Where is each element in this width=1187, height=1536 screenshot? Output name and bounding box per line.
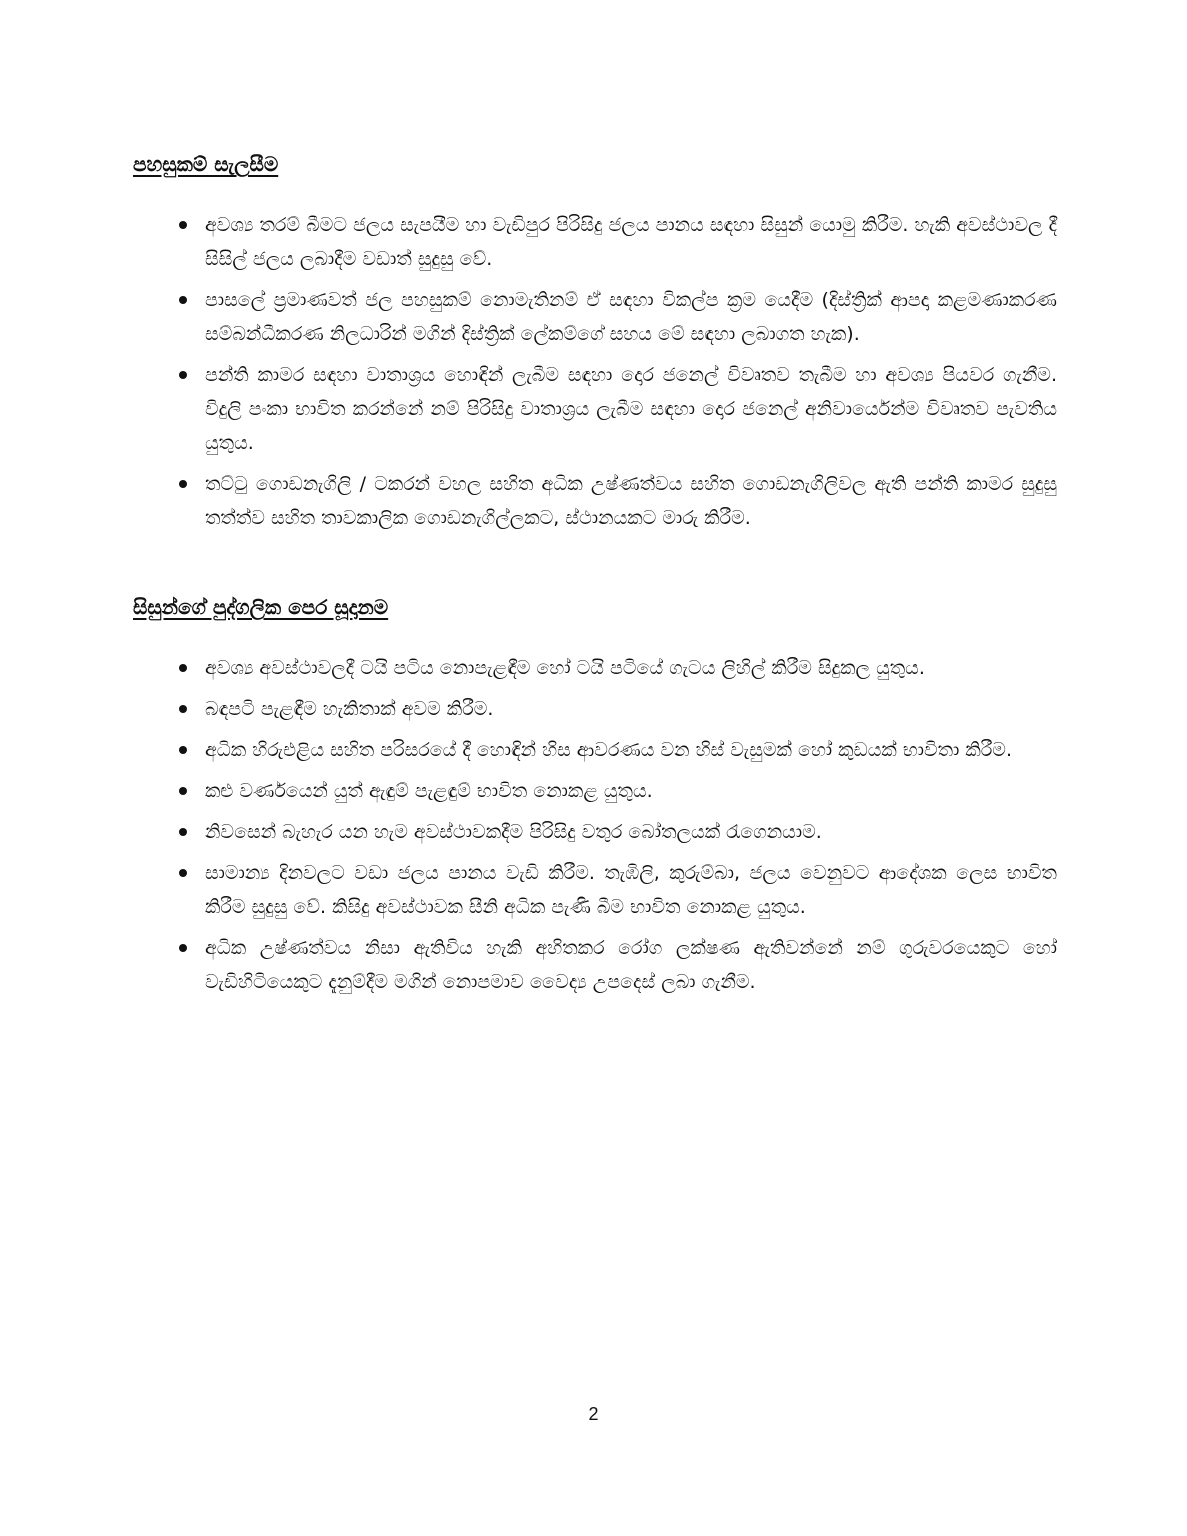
bullet-item: අධික උෂ්ණත්වය නිසා ඇතිවිය හැකි අහිතකර රෝග ලක්ෂණ ඇතිවන්නේ නම් ගුරුවරයෙකුට හෝ වැඩිහිටියෙකුට දැනුම්දීම මගින් නොපමාව වෛද්‍ය උපදෙස් ලබා ගැනීම. [133, 931, 1057, 999]
bullet-item: නිවසෙන් බැහැර යන හැම අවස්ථාවකදීම පිරිසිදු වතුර බෝතලයක් රැගෙනයාම. [133, 815, 1057, 849]
bullet-item: තට්ටු ගොඩනැගිලි / ටකරන් වහල සහිත අධික උෂ්ණත්වය සහිත ගොඩනැගිලිවල ඇති පන්ති කාමර සුදුසු තත්ත්ව සහිත තාවකාලික ගොඩනැගිල්ලකට, ස්ථානයකට මාරු කිරීම. [133, 467, 1057, 535]
section-personal-preparation [133, 593, 1057, 999]
bullet-item: අධික හිරුඑළිය සහිත පරිසරයේ දී හොඳින් හිස ආවරණය වන හිස් වැසුමක් හෝ කුඩයක් භාවිතා කිරීම. [133, 733, 1057, 767]
bullet-item: පන්ති කාමර සඳහා වාතාශ්‍රය හොඳින් ලැබීම සඳහා දොර ජනෙල් විවෘතව තැබීම හා අවශ්‍ය පියවර ගැනීම. විදුලි පංකා භාවිත කරන්නේ නම් පිරිසිදු වාතාශ්‍රය ලැබීම සඳහා දොර ජනෙල් අනිවාර්යෙන්ම විවෘතව පැවතිය යුතුය. [133, 358, 1057, 460]
bullet-item: අවශ්‍ය අවස්ථාවලදී ටයි පටිය නොපැළඳීම හෝ ටයි පටියේ ගැටය ලිහිල් කිරීම සිදුකල යුතුය. [133, 651, 1057, 685]
bullet-list-facilities [133, 208, 1057, 535]
page-number: 2 [588, 1404, 599, 1424]
section-heading-personal-preparation: සිසුන්ගේ පුද්ගලික පෙර සූදානම [133, 595, 389, 619]
bullet-item: පාසලේ ප්‍රමාණවත් ජල පහසුකම් නොමැතිනම් ඒ සඳහා විකල්ප ක්‍රම යෙදීම (දිස්ත්‍රික් ආපදා කළමණාකරණ සම්බන්ධීකරණ නිලධාරින් මගින් දිස්ත්‍රික් ලේකම්ගේ සහය මේ සඳහා ලබාගත හැක). [133, 283, 1057, 351]
bullet-list-personal-preparation [133, 651, 1057, 999]
section-facilities [133, 150, 1057, 535]
bullet-item: කළු වර්ණයෙන් යුත් ඇඳුම් පැළඳුම් භාවිත නොකළ යුතුය. [133, 774, 1057, 808]
bullet-item: සාමාන්‍ය දිනවලට වඩා ජලය පානය වැඩි කිරීම. තැඹිලි, කුරුම්බා, ජලය වෙනුවට ආදේශක ලෙස භාවිත කිරීම සුදුසු වේ. කිසිදු අවස්ථාවක සීනි අධික පැණි බීම භාවිත නොකළ යුතුය. [133, 856, 1057, 924]
bullet-item: අවශ්‍ය තරම් බීමට ජලය සැපයීම හා වැඩිපුර පිරිසිදු ජලය පානය සඳහා සිසුන් යොමු කිරීම. හැකි අවස්ථාවල දී සිසිල් ජලය ලබාදීම වඩාත් සුදුසු වේ. [133, 208, 1057, 276]
section-heading-facilities: පහසුකම් සැලසීම [133, 152, 279, 176]
document-content [133, 150, 1057, 1006]
bullet-item: බඳපටි පැළඳීම හැකිතාක් අවම කිරීම. [133, 692, 1057, 726]
